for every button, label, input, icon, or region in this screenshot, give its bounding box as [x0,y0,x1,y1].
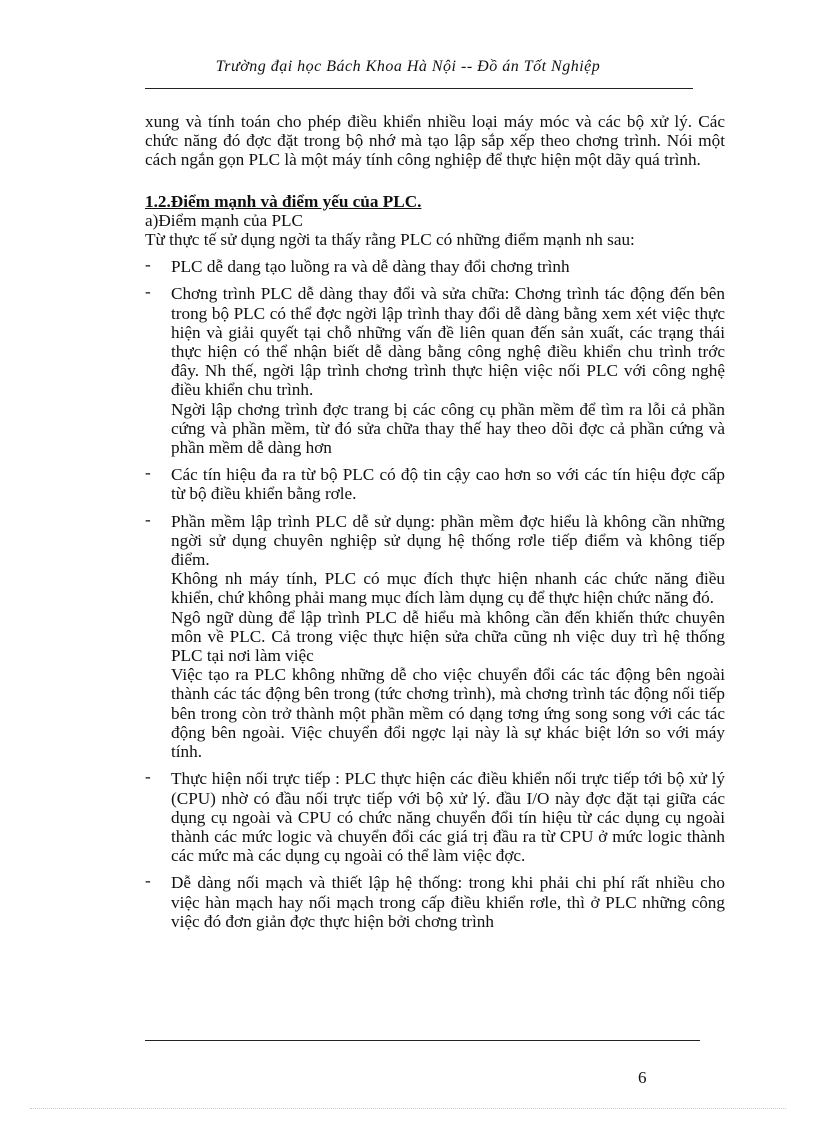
bullet-dash: - [145,509,151,529]
list-item [145,873,725,931]
list-item-paragraph: Ngô ngữ dùng để lập trình PLC dễ hiểu mà không cần đến khiến thức chuyên môn về PLC. Cả trong việc thực hiện sửa chữa cũng nh việc duy trì hệ thống PLC tại nơi làm việc [171,607,725,666]
list-item [145,509,725,762]
list-item-paragraph: Ngời lập chơng trình đợc trang bị các công cụ phần mềm để tìm ra lỗi cả phần cứng và phần mềm, từ đó sửa chữa thay thế hay theo dõi đợc cả phần cứng và phần mềm dễ dàng hơn [171,399,725,458]
page-edge-dotline [30,1108,786,1109]
section-lead: Từ thực tế sử dụng ngời ta thấy rằng PLC có những điểm mạnh nh sau: [145,230,635,250]
list-item-paragraph: Không nh máy tính, PLC có mục đích thực hiện nhanh các chức năng điều khiển, chứ không phải mang mục đích làm dụng cụ để thực hiện chức năng đó. [171,569,725,608]
section-heading: 1.2.Điểm mạnh và điểm yếu của PLC. [145,191,422,211]
bullet-dash: - [145,463,151,483]
page-header: Trường đại học Bách Khoa Hà Nội -- Đồ án Tốt Nghiệp [215,58,601,75]
bullet-dash: - [145,871,151,891]
list-item-paragraph: Phần mềm lập trình PLC dễ sử dụng: phần mềm đợc hiểu là không cần những ngời sử dụng chuyên nghiệp sử dụng hệ thống rơle tiếp điểm và không tiếp điểm. [171,511,725,570]
list-item-paragraph: Chơng trình PLC dễ dàng thay đổi và sửa chữa: Chơng trình tác động đến bên trong bộ PLC có thể đợc ngời lập trình thay đổi dễ dàng bằng xem xét việc thực hiện và giải quyết tại chỗ những vấn đề liên quan đến sản xuất, các trạng thái thực hiện có thể nhận biết dễ dàng bằng công nghệ điều khiển chu trình trớc đây. Nh thế, ngời lập trình chơng trình thực hiện việc nối PLC với công nghệ điều khiển chu trình. [171,284,725,400]
intro-paragraph: xung và tính toán cho phép điều khiển nhiều loại máy móc và các bộ xử lý. Các chức năng đó đợc đặt trong bộ nhớ mà tạo lập sắp xếp theo chơng trình. Nói một cách ngắn gọn PLC là một máy tính công nghiệp để thực hiện một dãy quá trình. [145,112,725,170]
bullet-dash: - [145,282,151,302]
list-item-paragraph: Dễ dàng nối mạch và thiết lập hệ thống: trong khi phải chi phí rất nhiều cho việc hàn mạch hay nối mạch trong cấp điều khiển rơle, thì ở PLC những công việc đó đơn giản đợc thực hiện bởi chơng trình [171,873,725,931]
bullet-dash: - [145,767,151,787]
page-number: 6 [638,1068,647,1087]
page-content [145,112,725,931]
list-item-paragraph: PLC dễ dang tạo luồng ra và dễ dàng thay đổi chơng trình [171,257,570,277]
footer-rule [145,1040,700,1041]
list-item [145,257,725,276]
list-item [145,465,725,503]
list-item-paragraph: Việc tạo ra PLC không những dễ cho việc chuyển đổi các tác động bên ngoài thành các tác động bên trong (tức chơng trình), mà chơng trình tác động nối tiếp bên trong còn trở thành một phần mềm có dạng tơng ứng song song với các tác động bên ngoài. Việc chuyển đổi ngợc lại này là sự khác biệt lớn so với máy tính. [171,665,725,762]
advantages-list [145,257,725,931]
list-item-paragraph: Thực hiện nối trực tiếp : PLC thực hiện các điều khiển nối trực tiếp tới bộ xử lý (CPU) nhờ có đầu nối trực tiếp với bộ xử lý. đầu I/O này đợc đặt tại giữa các dụng cụ ngoài và CPU có chức năng chuyển đổi tín hiệu từ các dụng cụ ngoài thành các mức logic và chuyển đổi các giá trị đầu ra từ CPU ở mức logic thành các mức mà các dụng cụ ngoài có thể làm việc đợc. [171,769,725,866]
list-item [145,769,725,865]
list-item [145,284,725,457]
header-rule [145,88,693,89]
list-item-paragraph: Các tín hiệu đa ra từ bộ PLC có độ tin cậy cao hơn so với các tín hiệu đợc cấp từ bộ điều khiển bằng rơle. [171,465,725,504]
section-subheading: a)Điểm mạnh của PLC [145,210,303,230]
bullet-dash: - [145,255,151,275]
